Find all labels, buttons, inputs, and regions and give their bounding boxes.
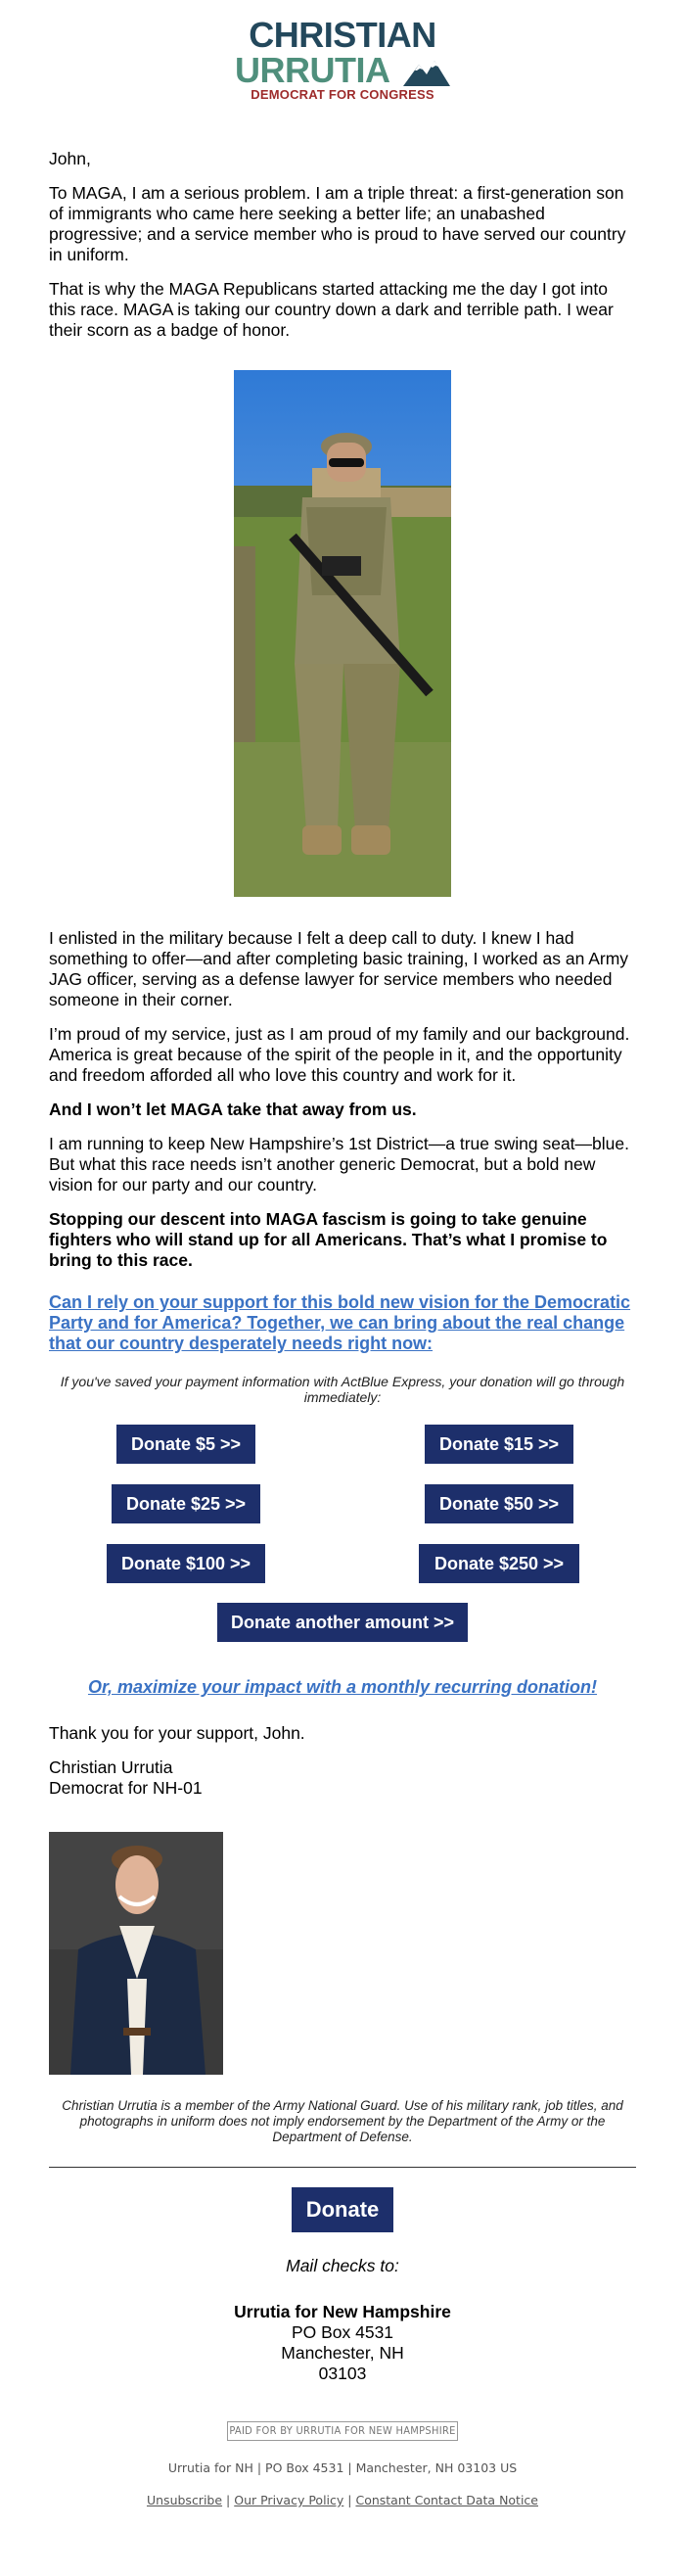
donate-5-button[interactable]: Donate $5 >> [116, 1425, 255, 1464]
thanks-line: Thank you for your support, John. [49, 1723, 305, 1743]
separator: | [347, 2493, 356, 2507]
campaign-logo[interactable] [235, 15, 450, 102]
letter-body [0, 149, 685, 2075]
donate-50-button[interactable]: Donate $50 >> [425, 1484, 573, 1523]
paragraph: I am running to keep New Hampshire’s 1st District—a true swing seat—blue. But what this race needs isn’t another generic Democrat, but a bold new vision for our party and our country. [49, 1134, 629, 1194]
greeting: John, [49, 149, 91, 168]
soldier-photo[interactable] [234, 370, 451, 897]
email-page [0, 15, 685, 2507]
logo-line-last-name: URRUTIA [235, 50, 390, 90]
signature-name: Christian Urrutia [49, 1757, 173, 1777]
monthly-donation-link[interactable]: Or, maximize your impact with a monthly recurring donation! [87, 1677, 598, 1697]
paragraph-bold: Stopping our descent into MAGA fascism is going to take genuine fighters who will stand up for all Americans. That’s what I promise to bring to this race. [49, 1209, 608, 1270]
constant-contact-notice-link[interactable]: Constant Contact Data Notice [355, 2493, 538, 2507]
address-po-box: PO Box 4531 [291, 2322, 394, 2342]
address-org: Urrutia for New Hampshire [234, 2302, 451, 2321]
unsubscribe-link[interactable]: Unsubscribe [146, 2493, 223, 2507]
donate-100-button[interactable]: Donate $100 >> [107, 1544, 265, 1583]
mountain-icon [403, 57, 450, 86]
donation-ask-link[interactable]: Can I rely on your support for this bold new vision for the Democratic Party and for America? Together, we can bring about the real change that our country desperately needs right now: [49, 1292, 631, 1353]
paragraph: That is why the MAGA Republicans started attacking me the day I got into this race. MAGA is taking our country down a dark and terrible path. I wear their scorn as a badge of honor. [49, 279, 614, 340]
address-city: Manchester, NH [281, 2343, 404, 2363]
separator: | [226, 2493, 235, 2507]
donate-25-button[interactable]: Donate $25 >> [112, 1484, 260, 1523]
address-zip: 03103 [318, 2364, 367, 2383]
footer-address: Urrutia for NH | PO Box 4531 | Manchester, NH 03103 US [167, 2460, 518, 2475]
mailing-address [49, 2302, 636, 2384]
donate-250-button[interactable]: Donate $250 >> [419, 1544, 579, 1583]
military-disclaimer: Christian Urrutia is a member of the Army National Guard. Use of his military rank, job titles, and photographs in uniform does not imply endorsement by the Department of the Army or the Department of Defense. [62, 2098, 623, 2144]
paid-for-disclaimer: PAID FOR BY URRUTIA FOR NEW HAMPSHIRE [227, 2421, 458, 2441]
mail-checks-heading: Mail checks to: [286, 2256, 399, 2275]
actblue-note: If you've saved your payment information with ActBlue Express, your donation will go through immediately: [60, 1374, 625, 1405]
candidate-headshot[interactable] [49, 1832, 223, 2075]
privacy-policy-link[interactable]: Our Privacy Policy [234, 2493, 344, 2507]
logo-tagline: DEMOCRAT FOR CONGRESS [251, 87, 434, 102]
paragraph: To MAGA, I am a serious problem. I am a triple threat: a first-generation son of immigrants who came here seeking a better life; an unabashed progressive; and a service member who is proud to have served our country in uniform. [49, 183, 626, 264]
donate-other-amount-button[interactable]: Donate another amount >> [217, 1603, 468, 1642]
logo-line-first-name: CHRISTIAN [249, 15, 436, 55]
paragraph-bold: And I won’t let MAGA take that away from us. [49, 1100, 417, 1119]
footer-donate-button[interactable]: Donate [292, 2187, 393, 2232]
divider [49, 2167, 636, 2168]
paragraph: I’m proud of my service, just as I am proud of my family and our background. America is great because of the spirit of the people in it, and the opportunity and freedom afforded all who love this country and work for it. [49, 1024, 630, 1085]
donate-15-button[interactable]: Donate $15 >> [425, 1425, 573, 1464]
paragraph: I enlisted in the military because I felt a deep call to duty. I knew I had something to offer—and after completing basic training, I worked as an Army JAG officer, serving as a defense lawyer for service members who needed someone in their corner. [49, 928, 629, 1009]
donate-button-grid [49, 1425, 636, 1663]
signature-title: Democrat for NH-01 [49, 1778, 203, 1798]
footer-links [49, 2493, 636, 2507]
